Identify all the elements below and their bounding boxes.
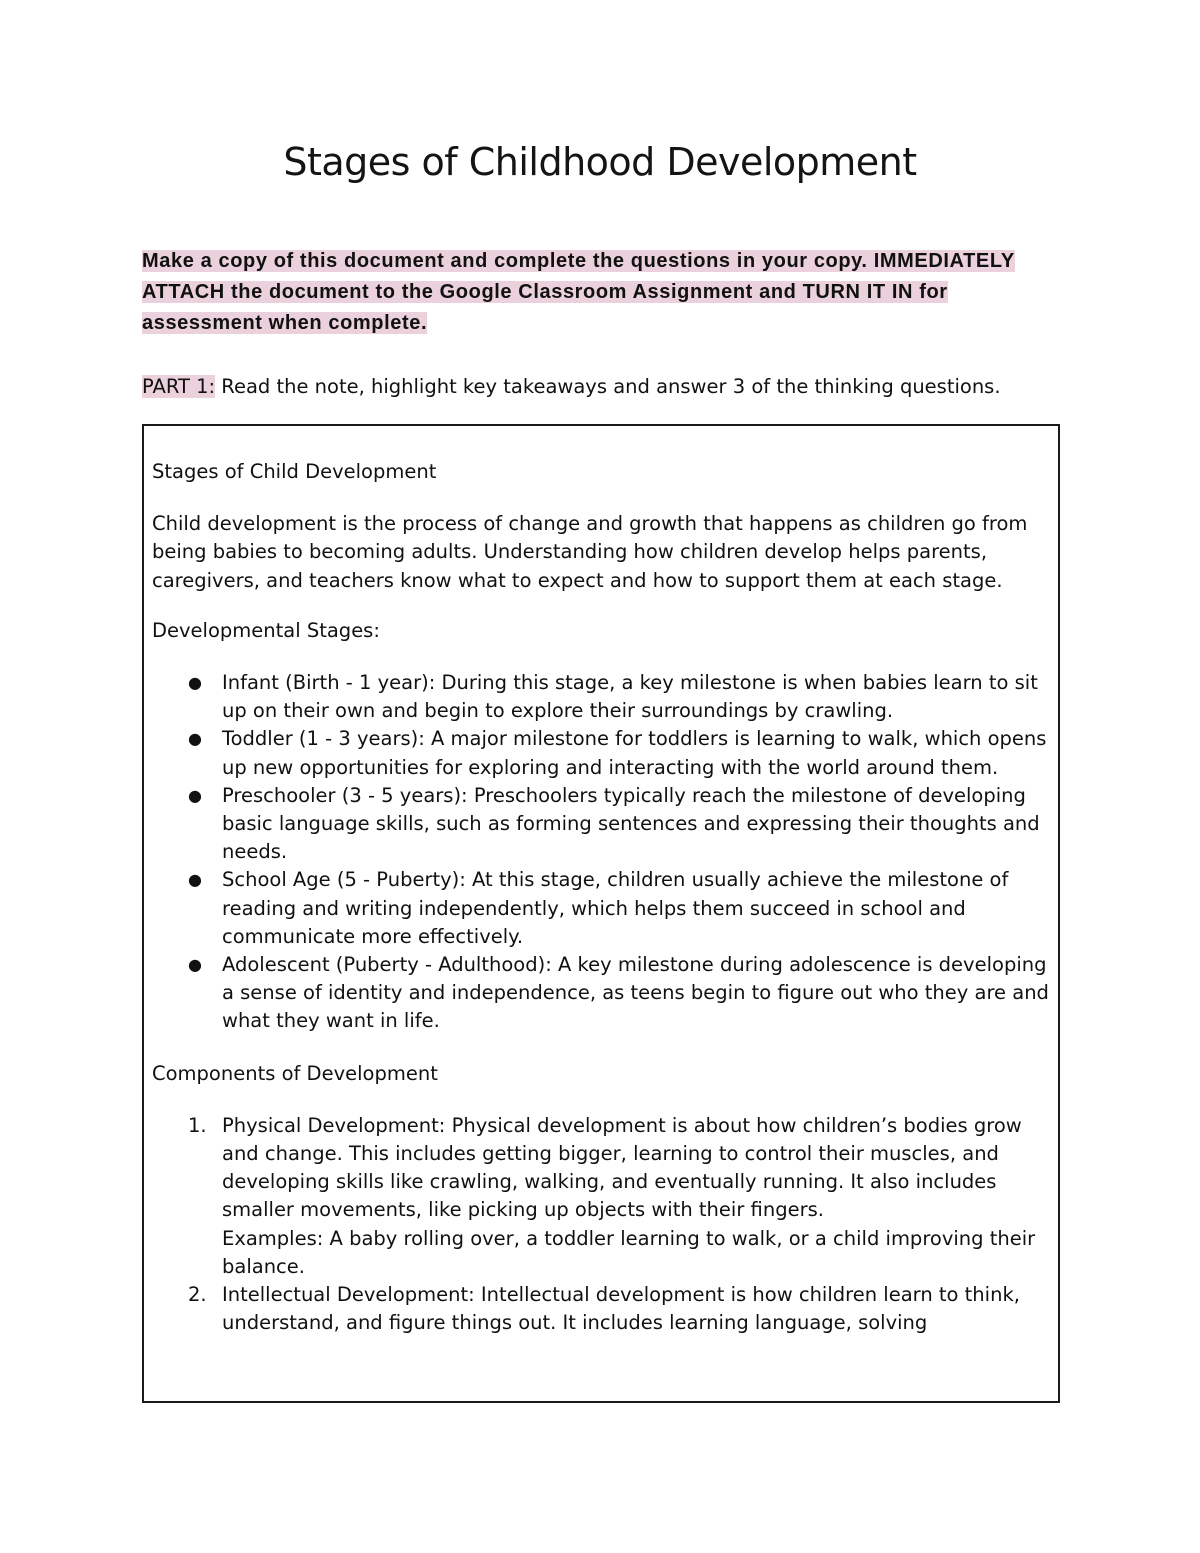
part1-line bbox=[142, 372, 1001, 402]
bullet-icon: ● bbox=[188, 870, 202, 890]
stages-list bbox=[152, 669, 1052, 1036]
component-term: Physical Development: bbox=[222, 1113, 446, 1137]
list-item bbox=[188, 1112, 1052, 1281]
instructions-block bbox=[142, 246, 1062, 339]
stage-term: Toddler (1 - 3 years): bbox=[222, 727, 425, 751]
examples-label: Examples: bbox=[222, 1226, 324, 1250]
bullet-icon: ● bbox=[188, 673, 202, 693]
component-term: Intellectual Development: bbox=[222, 1283, 475, 1307]
note-box bbox=[142, 424, 1060, 1403]
components-list bbox=[152, 1112, 1052, 1338]
list-item bbox=[188, 866, 1052, 951]
list-item bbox=[188, 669, 1052, 725]
item-number: 2. bbox=[188, 1283, 207, 1307]
list-item bbox=[188, 1281, 1052, 1337]
component-text: Physical development is about how children’s bodies grow and change. This includes getting bigger, learning to control their muscles, and developing skills like crawling, walking, and eventually running. It also includes smaller movements, like picking up objects with their fingers. bbox=[222, 1113, 1022, 1222]
stage-text: A key milestone during adolescence is developing a sense of identity and independence, as teens begin to figure out who they are and what they want in life. bbox=[222, 953, 1049, 1033]
list-item bbox=[188, 951, 1052, 1036]
document-title: Stages of Childhood Development bbox=[283, 140, 917, 184]
part1-text: Read the note, highlight key takeaways and answer 3 of the thinking questions. bbox=[215, 375, 1001, 398]
component-text: Intellectual development is how children learn to think, understand, and figure things out. It includes learning language, solving bbox=[222, 1283, 1020, 1335]
components-heading: Components of Development bbox=[152, 1061, 438, 1085]
stage-term: Preschooler (3 - 5 years): bbox=[222, 783, 468, 807]
stage-text: A major milestone for toddlers is learning to walk, which opens up new opportunities for exploring and interacting with the world around them. bbox=[222, 727, 1047, 779]
stage-term: Adolescent (Puberty - Adulthood): bbox=[222, 953, 552, 977]
note-heading: Stages of Child Development bbox=[152, 460, 437, 483]
note-intro: Child development is the process of change and growth that happens as children go from being babies to becoming adults. Understanding how children develop helps parents, caregivers, and teachers know what to expect and how to support them at each stage. bbox=[152, 512, 1028, 592]
note-content bbox=[152, 458, 1052, 1337]
list-item bbox=[188, 782, 1052, 867]
stage-text: At this stage, children usually achieve the milestone of reading and writing independently, which helps them succeed in school and communicate more effectively. bbox=[222, 868, 1009, 948]
stage-text: During this stage, a key milestone is when babies learn to sit up on their own and begin to explore their surroundings by crawling. bbox=[222, 671, 1038, 723]
stage-term: Infant (Birth - 1 year): bbox=[222, 671, 436, 695]
item-number: 1. bbox=[188, 1113, 207, 1137]
bullet-icon: ● bbox=[188, 955, 202, 975]
bullet-icon: ● bbox=[188, 785, 202, 805]
list-item bbox=[188, 725, 1052, 781]
examples-text: A baby rolling over, a toddler learning to walk, or a child improving their balance. bbox=[222, 1226, 1036, 1278]
stages-heading: Developmental Stages: bbox=[152, 618, 380, 642]
part1-label: PART 1: bbox=[142, 375, 216, 398]
instructions-text: Make a copy of this document and complete the questions in your copy. IMMEDIATELY ATTACH the document to the Google Classroom Assignment and TURN IT IN for assessment when complete. bbox=[142, 250, 1015, 334]
stage-term: School Age (5 - Puberty): bbox=[222, 868, 466, 892]
stage-text: Preschoolers typically reach the milestone of developing basic language skills, such as forming sentences and expressing their thoughts and needs. bbox=[222, 783, 1040, 864]
bullet-icon: ● bbox=[188, 729, 202, 749]
